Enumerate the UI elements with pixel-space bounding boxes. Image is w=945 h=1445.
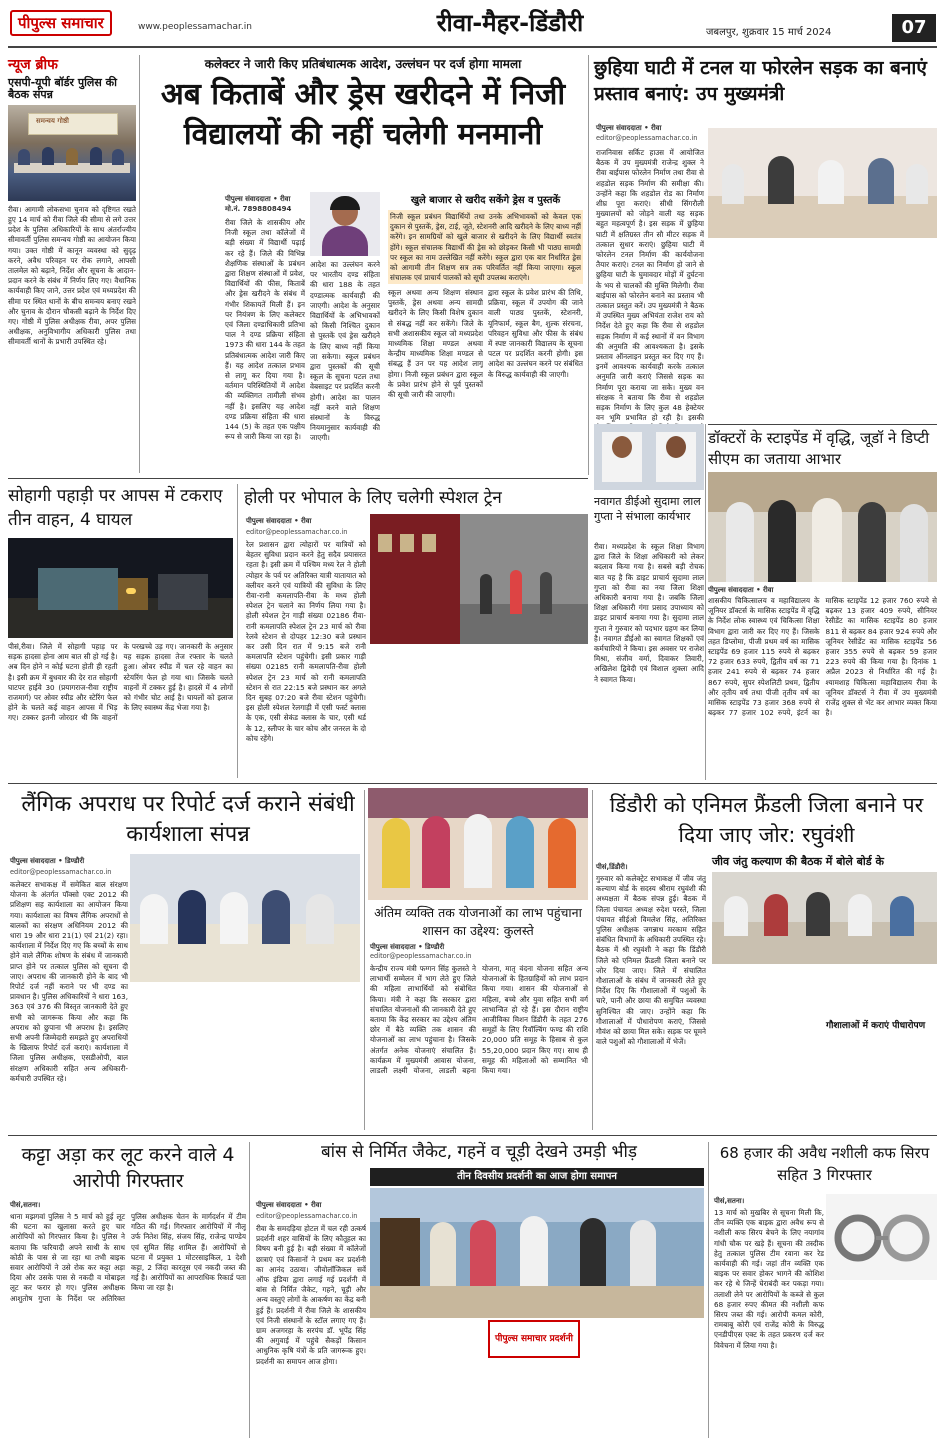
katta-headline: कट्टा अड़ा कर लूट करने वाले 4 आरोपी गिरफ्तार [21, 1144, 235, 1192]
holi-body: रेल प्रशासन द्वारा त्योहारों पर यात्रियों को बेहतर सुविधा प्रदान करने हेतु सदैव प्रयासरत रहता है। इसी क्रम में पश्चिम मध्य रेल ने होली त्योहार के पर्व पर अतिरिक्त यात्री यातायात को क्लीयर करने एवं यात्रियों की सुविधा के लिए रीवा-रानी कमलापति-रीवा के मध्य होली स्पेशल ट्रेन चलाने का निर्णय लिया गया है। होली स्पेशल ट्रेन गाड़ी संख्या 02186 रीवा-रानी कमलापति स्पेशल ट्रेन 23 मार्च को रीवा रेलवे स्टेशन से दोपहर 12:30 बजे प्रस्थान कर उसी दिन रात में 9:15 बजे रानी कमलापति स्टेशन पहुंचेगी। इसी प्रकार गाड़ी संख्या 02185 रानी कमलापति-रीवा होली स्पेशल ट्रेन 23 मार्च को रानी कमलापति स्टेशन से रात 22:15 बजे प्रस्थान कर अगले दिन सुबह 07:20 बजे रीवा स्टेशन पहुंचेगी। इस होली स्पेशल रेलगाड़ी में एसी फर्स्ट क्लास के एक, एसी सेकंड क्लास के चार, एसी थर्ड के 12, स्लीपर के चार कोच और जनरल के दो कोच रहेंगे। [246, 540, 366, 743]
lead-headline: अब किताबें और ड्रेस खरीदने में निजी विद्यालयों की नहीं चलेगी मनमानी [160, 77, 566, 152]
lead-photo-officer [310, 192, 380, 256]
page-number: 07 [892, 14, 936, 42]
deo-body: रीवा। मध्यप्रदेश के स्कूल शिक्षा विभाग द्वारा जिले के शिक्षा अधिकारी को लेकर बदलाव किया गया है। सबसे बड़ी रोचक बात यह है कि डाइट प्राचार्य सुदामा लाल गुप्ता को रीवा का नया जिला शिक्षा अधिकारी बनाया गया है। जबकि जिला शिक्षा अधिकारी गंगा प्रसाद उपाध्याय को डाइट प्राचार्य बनाया गया है। सुदामा लाल गुप्ता ने गुरुवार को पदभार ग्रहण कर लिया है। नवागत डीईओ का स्वागत शिक्षकों एवं कर्मचारियों ने किया। इस अवसर पर राजेश मिश्रा, संजीव वर्मा, दिवाकर तिवारी, अखिलेश द्विवेदी एवं विशाल शुक्ला आदि ने स्वागत किया। [594, 542, 704, 684]
laingik-body-cont [130, 986, 360, 1130]
bamboo-banner [488, 1320, 580, 1358]
lead-col5: द्वारा स्कूल के प्रवेश प्रारंभ की तिथि, प्रक्रिया, स्कूल में उपयोग की जाने वाली पाठ्य पुस्तकें, स्टेशनरी, यूनिफार्म, स्कूल बैग, शुल्क संरचना, परिवहन सुविधा और फीस के संबंध में स्पष्ट जानकारी विद्यालय के सूचना पटल पर प्रदर्शित करनी होगी। इस आदेश का उल्लंघन करने पर संबंधित के विरुद्ध कार्यवाही की जाएगी। [488, 288, 583, 379]
animal-byline: पीसं,डिंडौरी। [596, 863, 628, 871]
laingik-headline: लैंगिक अपराध पर रिपोर्ट दर्ज कराने संबंधी कार्यशाला संपन्न [21, 792, 355, 847]
handcuff-icon [826, 1194, 937, 1280]
masthead-section [380, 6, 640, 40]
lead-kicker: कलेक्टर ने जारी किए प्रतिबंधात्मक आदेश, उल्लंघन पर दर्ज होगा मामला [204, 57, 522, 71]
animal-body: गुरुवार को कलेक्ट्रेट सभाकक्ष में जीव जंतु कल्याण बोर्ड के सदस्य श्रीराम रघुवंशी की अध्यक्षता में बैठक संपन्न हुई। बैठक में जिला पंचायत अध्यक्ष रुदेश परस्ते, जिला पंचायत सीईओ विमलेश सिंह, अतिरिक्त पुलिस अधीक्षक जगन्नाथ मरकाम सहित संबंधित विभागों के अधिकारी उपस्थित रहे। बैठक में श्री रघुवंशी ने कहा कि डिंडौरी जिले को एनिमल फ्रैंडली जिला बनाने पर जोर दिया जाए। जिले में संचालित गौशालाओं के संबंध में जानकारी लेते हुए निर्देश दिए कि गौशालाओं में पशुओं के चारे, पानी और छाया की समुचित व्यवस्था सुनिश्चित की जाए। उन्होंने कहा कि गौशालाओं में पौधारोपण कराएं, जिससे गौवंश को छाया मिल सके। सड़क पर घूमने वाले पशुओं को गौशालाओं में भेजें। [596, 874, 706, 1047]
holi-byline: पीपुल्स संवाददाता • रीवा [246, 517, 312, 525]
holi-body-cont [370, 648, 588, 778]
sohagi-headline: सोहागी पहाड़ी पर आपस में टकराए तीन वाहन, 4 घायल [8, 486, 223, 530]
bamboo-kicker-bar [370, 1168, 704, 1186]
brief-headline: एसपी-यूपी बॉर्डर पुलिस की बैठक संपन्न [8, 76, 117, 101]
animal-body-cont [712, 968, 937, 994]
lead-col1: रीवा जिले के शासकीय और निजी स्कूल तथा कॉलेजों में बड़ी संख्या में विद्यार्थी पढ़ाई कर रहे हैं। जिले की विभिन्न शैक्षणिक संस्थाओं के प्रबंधन द्वारा शिक्षण संस्थाओं में प्रवेश, विद्यार्थियों की फीस, किताबें और ड्रेस खरीदने के संबंध में गंभीर शिकायतें मिली हैं। इन पर नियंत्रण के लिए कलेक्टर एवं जिला दण्डाधिकारी प्रतिभा पाल ने दण्ड प्रक्रिया संहिता 1973 की धारा 144 के तहत प्रतिबंधात्मक आदेश जारी किए हैं। यह आदेश तत्काल प्रभाव से लागू कर दिया गया है। वर्तमान परिस्थितियों में आदेश की व्यक्तिगत तामीली संभव नहीं है। इसलिए यह आदेश दण्ड प्रक्रिया संहिता की धारा 144 (5) के तहत एक पक्षीय रूप से जारी किया जा रहा है। [225, 218, 305, 442]
kulaste-headline: अंतिम व्यक्ति तक योजनाओं का लाभ पहुंचाना शासन का उद्देश्य: कुलस्ते [374, 905, 582, 938]
lead-byline-box [225, 194, 305, 214]
cough-body: 13 मार्च को मुखबिर से सूचना मिली कि, तीन व्यक्ति एक बाइक द्वारा अवैध रूप से नशीली कफ सिरप बेचने के लिए नयागांव गांधी चौक पर खड़े हैं। सूचना की तस्दीक हेतु तत्काल पुलिस टीम रवाना कर रेड कार्यवाही की गई। जहां तीन व्यक्ति एक बाइक पर सवार होकर भागने की कोशिश कर रहे थे जिन्हें घेराबंदी कर पकड़ा गया। तलाशी लेने पर आरोपियों के कब्जे से कुल 68 हजार रुपए कीमत की नशीली कफ सिरप जब्त की गई। आरोपी कमल कोरी, रामबाबू कोरी एवं राजेंद्र कोरी के विरुद्ध एनडीपीएस एक्ट के तहत प्रकरण दर्ज कर विवेचना में लिया गया है। [714, 1208, 824, 1350]
sohagi-photo [8, 538, 233, 638]
animal-photo [712, 872, 937, 964]
masthead-rule [8, 46, 937, 48]
masthead [0, 0, 945, 46]
cough-byline: पीसं,सतना। [714, 1197, 745, 1205]
cough-body-cont [826, 1284, 937, 1438]
animal-headline: डिंडौरी को एनिमल फ्रैंडली जिला बनाने पर दिया जाए जोर: रघुवंशी [609, 793, 924, 847]
bamboo-email: editor@peoplessamachar.co.in [256, 1212, 358, 1220]
holi-headline: होली पर भोपाल के लिए चलेगी स्पेशल ट्रेन [244, 488, 502, 508]
juda-body: शासकीय चिकित्सालय व महाविद्यालय के जूनियर डॉक्टर्स के मासिक स्टाइपेंड में वृद्धि के निर्देश लोक स्वास्थ्य एवं चिकित्सा शिक्षा विभाग द्वारा जारी कर दिए गए हैं। जिसके तहत डिप्लोमा, पीजी प्रथम वर्ष का मासिक स्टाइपेंड 69 हजार 115 रुपये से बढ़कर 72 हजार 633 रुपये, द्वितीय वर्ष का 71 हजार 241 रुपये से बढ़कर 74 हजार 867 रुपये, सुपर स्पेशलिटी प्रथम, द्वितीय और तृतीय वर्ष तथा पीजी तृतीय वर्ष का मासिक स्टाइपेंड 73 हजार 368 रुपये से बढ़कर 77 हजार 102 रुपये, इंटर्न का मासिक स्टाइपेंड 12 हजार 760 रुपये से बढ़कर 13 हजार 409 रुपये, सीनियर रेसीडेंट का मासिक स्टाइपेंड 80 हजार 811 से बढ़कर 84 हजार 924 रुपये और जूनियर रेसीडेंट का मासिक स्टाइपेंड 56 हजार 355 रुपये से बढ़कर 59 हजार 223 रुपये की किया गया है। दिनांक 1 अप्रैल 2023 से निर्धारित की गई है। श्यामशाह चिकित्सा महाविद्यालय रीवा के जूनियर डॉक्टर्स ने रीवा में उप मुख्यमंत्री राजेंद्र शुक्ल से भेंट कर आभार व्यक्त किया है। [708, 596, 937, 718]
bamboo-photo [370, 1188, 704, 1318]
lead-box [388, 210, 583, 284]
kulaste-byline: पीपुल्स संवाददाता • डिण्डौरी [370, 943, 445, 951]
tunnel-body-cont [708, 242, 937, 420]
lead-byline: पीपुल्स संवाददाता • रीवा [225, 195, 291, 203]
brief-photo [8, 105, 136, 201]
holi-photo [370, 514, 588, 644]
tunnel-headline: छुहिया घाटी में टनल या फोरलेन सड़क का बनाएं प्रस्ताव बनाएं: उप मुख्यमंत्री [594, 57, 927, 105]
brief-label: न्यूज ब्रीफ [8, 57, 58, 73]
section-title: रीवा-मैहर-डिंडौरी [436, 9, 584, 37]
kulaste-body: केन्द्रीय राज्य मंत्री फग्गन सिंह कुलस्ते ने लाभार्थी सम्मेलन में भाग लेते हुए जिले की महिला लाभार्थियों को संबोधित किया। मंत्री ने कहा कि सरकार द्वारा संचालित योजनाओं की जानकारी देते हुए बताया कि केंद्र सरकार का उद्देश्य अंतिम छोर में बैठे व्यक्ति तक शासन की योजनाओं का लाभ पहुंचाना है। जिसके अंतर्गत अनेक योजनाएं संचालित हैं। कार्यक्रम में मुख्यमंत्री आवास योजना, लाडली लक्ष्मी योजना, लाडली बहना योजना, मातृ वंदना योजना सहित अन्य योजनाओं के हितग्राहियों को लाभ प्रदान किया गया। शासन की योजनाओं से महिला, बच्चे और युवा सहित सभी वर्ग लाभान्वित हो रहे हैं। इस दौरान राष्ट्रीय आजीविका मिशन डिंडौरी के तहत 276 समूहों के लिए रिवॉल्विंग फण्ड की राशि 20,000 प्रति समूह के हिसाब से कुल 55,20,000 प्रदान किए गए। साथ ही समूह की महिलाओं को सम्मानित भी किया गया। [370, 964, 588, 1076]
tunnel-body: राजनिवास सर्किट हाउस में आयोजित बैठक में उप मुख्यमंत्री राजेन्द्र शुक्ल ने रीवा बाईपास फोरलेन निर्माण तथा रीवा से शहडोल सड़क निर्माण की समीक्षा की। उन्होंने कहा कि शहडोल रोड का निर्माण शीघ्र पूरा कराएं। सीधी सिंगरौली मुख्यालयों को जोड़ने वाली यह सड़क बहुत महत्वपूर्ण है। इस सड़क में छुहिया घाटी में क्षतिग्रस्त तीन सौ मीटर सड़क में तत्काल सुधार कराएं। छुहिया घाटी में फोरलेन टनल निर्माण की कार्ययोजना तैयार कराएं। टनल का निर्माण हो जाने से छुहिया घाटी के घुमावदार मोड़ों में दुर्घटना के भय से चालकों की मुक्ति मिलेगी। रीवा बाईपास को फोरलेन बनाने का प्रस्ताव भी तत्काल प्रस्तुत करें। उप मुख्यमंत्री ने बैठक में उपस्थित मुख्य अभियंता राजेश राय को निर्देश देते हुए कहा कि रीवा से शहडोल सड़क निर्माण में कई स्थानों में वन विभाग की अनुमति की आवश्यकता है। इसके प्रस्ताव ऑनलाइन प्रस्तुत कर दिए गए हैं। इनमें आवश्यक कार्यवाही करके तत्काल अनुमति जारी कराएं जिससे सड़क का निर्माण पूरा कराया जा सके। मुख्य वन संरक्षक ने बताया कि रीवा से शहडोल सड़क निर्माण के लिए कुल 48 हेक्टेयर वन भूमि प्रभावित हो रही है। इसकी [596, 148, 704, 423]
story-juda-headline: डॉक्टरों के स्टाइपेंड में वृद्धि, जूडॉ ने डिप्टी सीएम का जताया आभार [708, 429, 930, 468]
juda-byline: पीपुल्स संवाददाता • रीवा [708, 586, 774, 594]
bamboo-body: रीवा के समदड़िया होटल में चल रही उत्कर्ष प्रदर्शनी शहर वासियों के लिए कौतूहल का विषय बनी हुई है। बड़ी संख्या में कॉलेजों छात्राएं एवं किसानों ने प्रथम कर प्रदर्शनी का आनंद उठाया। जीवोलॉजिकल सर्वे ऑफ इंडिया द्वारा लगाई गई प्रदर्शनी में बांस से निर्मित जैकेट, गहने, चूड़ी और अन्य वस्तुएं लोगों के आकर्षण का केंद्र बनी हुई हैं। प्रदर्शनी में रीवा जिले के शासकीय एवं निजी संस्थानों के स्टॉल लगाए गए हैं। ग्राम अजगरहा के सरपंच डॉ. भूपेंद्र सिंह की अगुवाई में पहुंचे सैकड़ों किसान आधुनिक कृषि यंत्रों के प्रति जागरूक हुए। प्रदर्शनी का समापन आज होगा। [256, 1224, 366, 1366]
masthead-date: जबलपुर, शुक्रवार 15 मार्च 2024 [706, 27, 832, 38]
animal-subhead: गौशालाओं में कराएं पीधारोपण [826, 1021, 926, 1031]
lead-col2: आदेश का उल्लंघन करने पर भारतीय दण्ड संहिता की धारा 188 के तहत दण्डात्मक कार्यवाही की जाएगी। आदेश के अनुसार विद्यार्थियों के अभिभावकों को किसी निश्चित दुकान से पुस्तकें एवं ड्रेस खरीदने के लिए बाध्य नहीं किया जा सकेगा। स्कूल प्रबंधन द्वारा पुस्तकों की सूची स्कूल के सूचना पटल तथा वेबसाइट पर प्रदर्शित करनी होगी। आदेश का पालन नहीं करने वाले शिक्षण संस्थानों के विरुद्ध नियमानुसार कार्यवाही की जाएगी। [310, 260, 380, 443]
bamboo-byline: पीपुल्स संवाददाता • रीवा [256, 1201, 322, 1209]
lead-mobile: मो.नं. 7898808494 [225, 205, 292, 213]
kulaste-photo [368, 788, 588, 900]
tunnel-byline: पीपुल्स संवाददाता • रीवा [596, 124, 662, 132]
tunnel-photo [708, 128, 937, 238]
katta-body: थाना मझगवां पुलिस ने 5 मार्च को हुई लूट की घटना का खुलासा करते हुए चार आरोपियों को गिरफ्तार किया है। पुलिस ने बताया कि फरियादी अपने साथी के साथ कोठी के पास से जा रहा था तभी बाइक सवार आरोपियों ने उसे रोक कर कट्टा अड़ा दिया और उसके पास से नकदी व मोबाइल लूट कर फरार हो गए। पुलिस अधीक्षक आशुतोष गुप्ता के निर्देश पर अतिरिक्त पुलिस अधीक्षक चेतन के मार्गदर्शन में टीम गठित की गई। गिरफ्तार आरोपियों में नीलू उर्फ नितेश सिंह, संजय सिंह, राजेन्द्र पाण्डेय एवं सुमित सिंह शामिल हैं। आरोपियों से घटना में प्रयुक्त 1 मोटरसाइकिल, 1 देशी कट्टा, 2 जिंदा कारतूस एवं नकदी जब्त की गई है। आरोपियों का आपराधिक रिकार्ड पता किया जा रहा है। [10, 1212, 246, 1303]
news-brief [8, 55, 136, 473]
story-tunnel [594, 55, 937, 107]
brief-photo-caption: समन्वय गोष्ठी [36, 116, 69, 125]
lead-subhead: खुले बाजार से खरीद सकेंगे ड्रेस व पुस्तकें [410, 195, 561, 206]
animal-kicker: जीव जंतु कल्याण की बैठक में बोले बोर्ड के [712, 855, 884, 868]
bamboo-headline: बांस से निर्मित जैकेट, गहनें व चूड़ी देखने उमड़ी भीड़ [320, 1142, 638, 1162]
katta-byline: पीसं,सतना। [10, 1201, 41, 1209]
juda-photo [708, 472, 937, 582]
cough-headline: 68 हजार की अवैध नशीली कफ सिरप सहित 3 गिरफ्तार [719, 1144, 930, 1184]
lead-col4: स्कूल अथवा अन्य शिक्षण संस्थान पुस्तकें, ड्रेस अथवा अन्य सामग्री खरीदने के लिए किसी विशेष दुकान से संबद्ध नहीं कर सकेंगे। जिले के सभी अशासकीय स्कूल जो मध्यप्रदेश माध्यमिक शिक्षा मण्डल अथवा केन्द्रीय माध्यमिक शिक्षा मण्डल से संबद्ध हैं उन पर यह आदेश लागू होगा। निजी स्कूल प्रबंधन द्वारा स्कूल के प्रवेश प्रारंभ होने से पूर्व पुस्तकों की सूची जारी की जाएगी। [388, 288, 483, 400]
tunnel-email: editor@peoplessamachar.co.in [596, 134, 698, 142]
deo-photo [594, 424, 704, 490]
bamboo-kicker: तीन दिवसीय प्रदर्शनी का आज होगा समापन [457, 1171, 617, 1182]
bamboo-body-cont [370, 1362, 704, 1438]
kulaste-email: editor@peoplessamachar.co.in [370, 952, 472, 960]
brief-body: रीवा। आगामी लोकसभा चुनाव को दृष्टिगत रखते हुए 14 मार्च को रीवा जिले की सीमा से लगे उत्तर प्रदेश के पुलिस अधिकारियों के साथ अंतर्राज्यीय सीमावर्ती पुलिस समन्वय गोष्ठी का आयोजन किया गया। उक्त गोष्ठी में कानून व्यवस्था को सुदृढ़ करने, अवैध परिवहन पर रोक लगाने, आपसी तालमेल को बढ़ाने, निर्देश और सूचना के आदान-प्रदान करने के संबंध में निर्णय लिए गए। वैधानिक कार्यवाही किए जाने, उत्तर प्रदेश एवं मध्यप्रदेश की सीमा पर स्थित थानों के बीच समन्वय बनाए रखने और चुनाव के दौरान चौकसी बढ़ाने के निर्देश दिए गए। गोष्ठी में पुलिस अधीक्षक रीवा, अपर पुलिस अधीक्षक, अनुविभागीय अधिकारी पुलिस तथा सीमावर्ती थानों के प्रभारी उपस्थित रहे। [8, 204, 136, 347]
sohagi-body: पीसं,रीवा। जिले में सोहागी पहाड़ पर सड़क हादसा होना आम बात सी हो गई है। अब दिन होने न कोई घटना होती ही रहती है। इसी क्रम में बुधवार की देर रात सोहागी घाटपर हाईवे 30 (प्रयागराज-रीवा राष्ट्रीय राजमार्ग) पर ओवर स्पीड और स्टेरिंग फेल होने के चलते कई वाहन आपस में भिड़ गए। टक्कर इतनी जोरदार थी कि वाहनों के परखच्चे उड़ गए। जानकारी के अनुसार यह सड़क हादसा तेज रफ्तार के चलते हुआ। ओवर स्पीड में चल रहे वाहन का स्टेयरिंग फेल हो गया था। जिसके चलते वाहनों में टक्कर हुई है। हादसे में 4 लोगों को गंभीर चोट आई है। घायलों को इलाज के लिए स्वास्थ्य केंद्र भेजा गया है। [8, 642, 233, 723]
lead-col3: निजी स्कूल प्रबंधन विद्यार्थियों तथा उनके अभिभावकों को केवल एक दुकान से पुस्तकें, ड्रेस, टाई, जूते, स्टेशनरी आदि खरीदने के लिए बाध्य नहीं करेंगे। इन सामग्रियों को खुले बाजार से खरीदने के लिए विद्यार्थी स्वतंत्र होंगे। स्कूल संचालक विद्यार्थी की ड्रेस को छोड़कर किसी भी पाठ्य सामग्री पर स्कूल का नाम उल्लेखित नहीं करेंगे। स्कूल द्वारा एक बार निर्धारित ड्रेस को आगामी तीन शिक्षण सत्र तक परिवर्तित नहीं किया जाएगा। स्कूल संचालक एवं प्राचार्य पालकों को सूची उपलब्ध कराएंगे। [390, 212, 581, 282]
masthead-logo [10, 10, 112, 36]
bamboo-banner-text: पीपुल्स समाचार प्रदर्शनी [495, 1334, 573, 1344]
laingik-body: कलेक्टर सभाकक्ष में समेकित बाल संरक्षण योजना के अंतर्गत पॉक्सो एक्ट 2012 की प्रशिक्षण सह कार्यशाला का आयोजन किया गया। कार्यशाला का विषय लैंगिक अपराधों से बालकों का संरक्षण अधिनियम 2012 की धारा 19 और धारा 21(1) एवं 21(2) रहा। कार्यशाला में निर्देश दिए गए कि बच्चों के साथ होने वाले लैंगिक शोषण के संबंध में जानकारी प्राप्त होने पर तत्काल पुलिस को सूचना दी जाए। अपराध की जानकारी होने के बाद भी रिपोर्ट दर्ज नहीं कराने पर भी दण्ड का प्रावधान है। पुलिस अधिकारियों ने धारा 163, 363 एवं 376 की विस्तृत जानकारी देते हुए सभी को जागरूक किया और कहा कि अपराध को छुपाना भी अपराध है। इसलिए सभी अपनी जिम्मेदारी समझते हुए अपराधियों के खिलाफ रिपोर्ट दर्ज कराएं। कार्यशाला में जिला पुलिस अधीक्षक, एसडीओपी, बाल संरक्षण अधिकारी सहित अन्य अधिकारी-कर्मचारी उपस्थित रहे। [10, 880, 128, 1083]
logo-text: पीपुल्स समाचार [18, 14, 104, 32]
laingik-email: editor@peoplessamachar.co.in [10, 868, 112, 876]
masthead-url: www.peoplessamachar.in [138, 22, 252, 32]
laingik-photo [130, 854, 360, 982]
laingik-byline: पीपुल्स संवाददाता • डिण्डौरी [10, 857, 85, 865]
deo-headline: नवागत डीईओ सुदामा लाल गुप्ता ने संभाला कार्यभार [594, 495, 701, 523]
holi-email: editor@peoplessamachar.co.in [246, 528, 348, 536]
